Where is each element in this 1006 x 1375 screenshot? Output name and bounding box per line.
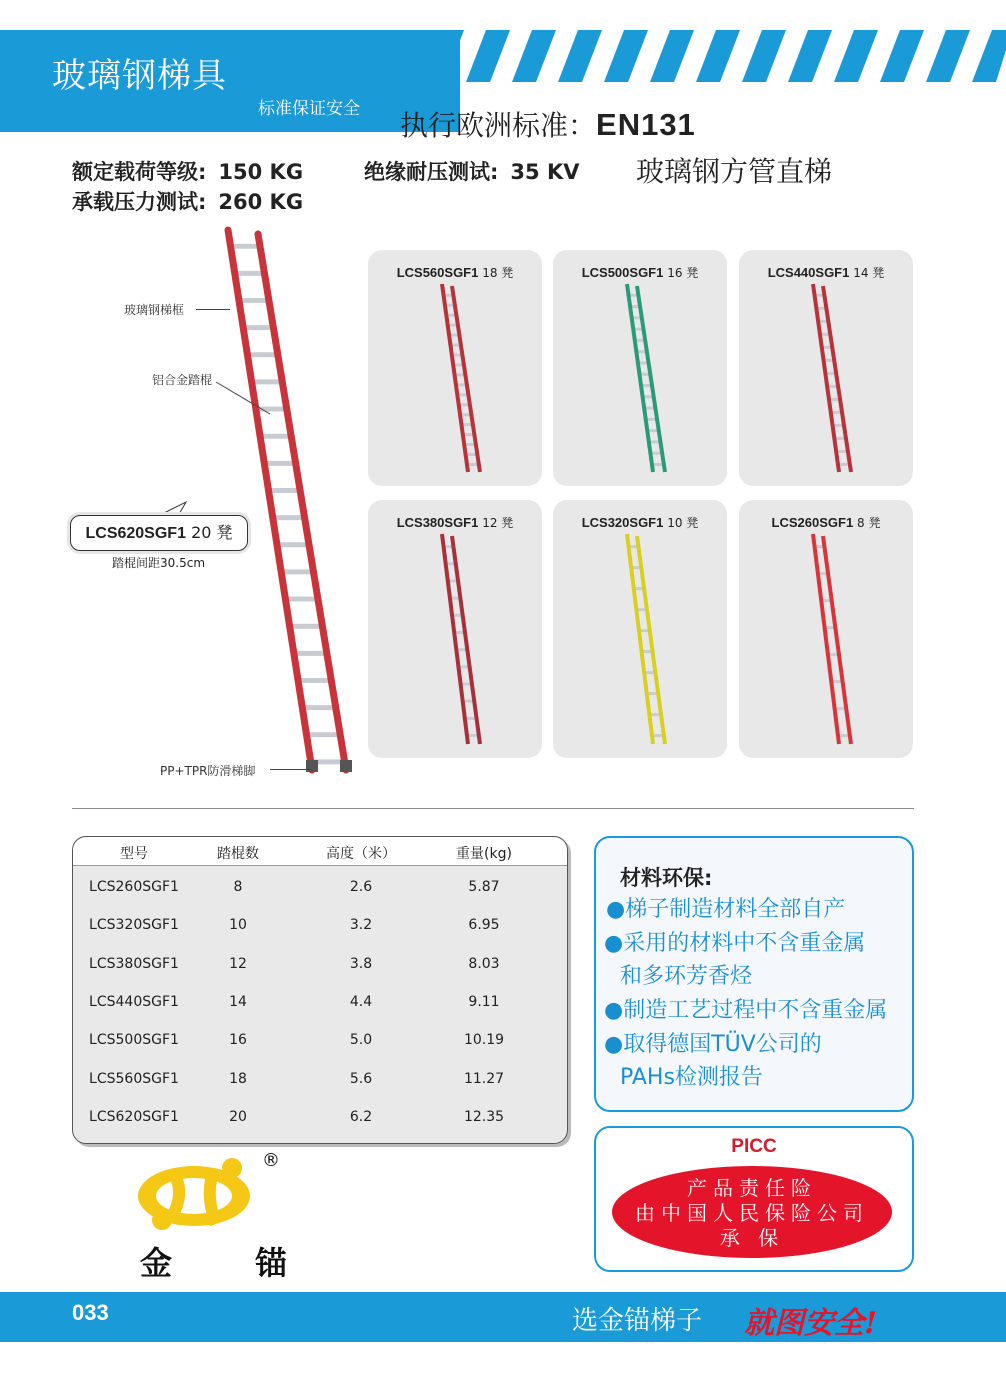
page-number: 033 [72, 1300, 109, 1325]
rung-spacing: 踏棍间距30.5cm [112, 556, 206, 570]
table-cell: LCS500SGF1 [89, 1032, 179, 1049]
spec-pressure-value: 260 KG [218, 190, 304, 214]
table-cell: 20 [229, 1108, 247, 1125]
eco-line: 和多环芳香烃 [620, 964, 753, 989]
card-ladder [368, 500, 542, 758]
picc-line: 产品责任险 [687, 1176, 817, 1200]
card-ladder [739, 250, 913, 486]
table-cell: LCS560SGF1 [89, 1070, 179, 1087]
table-header-cell: 重量(kg) [456, 846, 512, 862]
spec-insulation-value: 35 KV [510, 160, 580, 184]
footer-slogan-accent: 就图安全! [744, 1306, 878, 1341]
table-cell: 5.6 [349, 1070, 373, 1087]
card-steps: 14 凳 [853, 266, 885, 280]
table-cell: 18 [229, 1070, 247, 1087]
table-cell: 6.95 [468, 917, 500, 934]
table-cell: 9.11 [468, 993, 500, 1010]
picc-line: 承 保 [719, 1226, 785, 1250]
eco-title: 材料环保: [620, 866, 713, 890]
spec-insulation [364, 156, 579, 186]
table-cell: 10 [229, 917, 247, 934]
card-steps: 10 凳 [667, 516, 699, 530]
callout-frame-line [196, 309, 230, 310]
table-header-cell: 高度（米） [326, 846, 396, 862]
product-name: 玻璃钢方管直梯 [636, 155, 833, 188]
picc-title: PICC [731, 1136, 777, 1157]
main-ladder-illustration [200, 222, 370, 782]
table-cell: 4.4 [349, 993, 373, 1010]
standard-value: EN131 [596, 107, 696, 142]
card-steps: 8 凳 [857, 516, 881, 530]
table-cell: 2.6 [349, 879, 373, 895]
spec-table [72, 836, 568, 1144]
table-cell: LCS260SGF1 [89, 879, 179, 895]
callout-foot: PP+TPR防滑梯脚 [160, 764, 256, 778]
card-model: LCS260SGF1 [771, 515, 854, 530]
main-model: LCS620SGF1 [85, 525, 186, 542]
subtitle: 标准保证安全 [258, 99, 360, 119]
card-model: LCS380SGF1 [396, 515, 479, 530]
product-card [553, 500, 727, 758]
brand-name: 金 锚 [140, 1244, 324, 1282]
card-model: LCS320SGF1 [581, 515, 664, 530]
main-model-badge [70, 515, 248, 551]
table-cell: 6.2 [349, 1108, 373, 1125]
card-ladder [739, 500, 913, 758]
page-title: 玻璃钢梯具 [52, 56, 227, 96]
main-steps: 20 凳 [191, 523, 233, 542]
table-cell: 5.87 [468, 879, 500, 895]
card-ladder [553, 500, 727, 758]
eco-line: ●制造工艺过程中不含重金属 [604, 998, 888, 1023]
card-model: LCS440SGF1 [767, 265, 850, 280]
card-steps: 16 凳 [667, 266, 699, 280]
table-cell: 5.0 [349, 1032, 373, 1049]
table-cell: 11.27 [463, 1070, 505, 1087]
header-stripes [420, 30, 1006, 82]
table-cell: LCS320SGF1 [89, 917, 179, 934]
brand-logo-icon [134, 1150, 264, 1236]
product-card [553, 250, 727, 486]
spec-load [72, 156, 303, 186]
card-steps: 18 凳 [482, 266, 514, 280]
card-model: LCS560SGF1 [396, 265, 479, 280]
spec-load-value: 150 KG [218, 160, 304, 184]
table-cell: LCS620SGF1 [89, 1108, 179, 1125]
callout-rung-line [214, 380, 274, 420]
table-header-cell: 踏棍数 [217, 846, 259, 862]
standard-label: 执行欧洲标准： [400, 109, 597, 142]
callout-foot-line [270, 769, 312, 770]
product-card [368, 250, 542, 486]
table-header-cell: 型号 [120, 846, 148, 862]
table-cell: LCS380SGF1 [89, 955, 179, 972]
picc-line: 由中国人民保险公司 [635, 1201, 869, 1225]
registered-mark: ® [262, 1150, 280, 1171]
footer-slogan: 选金锚梯子 [572, 1306, 703, 1336]
spec-load-label: 额定载荷等级: [72, 160, 207, 184]
table-cell: 3.2 [349, 917, 373, 934]
callout-frame: 玻璃钢梯框 [124, 303, 185, 317]
table-cell: 12 [229, 955, 247, 972]
eco-line: ●采用的材料中不含重金属 [604, 931, 866, 956]
eco-line: PAHs检测报告 [620, 1065, 763, 1090]
card-ladder [368, 250, 542, 486]
card-model: LCS500SGF1 [581, 265, 664, 280]
product-card [739, 500, 913, 758]
table-cell: 8 [233, 879, 243, 895]
spec-pressure [72, 186, 303, 216]
standard-line [400, 104, 696, 144]
card-steps: 12 凳 [482, 516, 514, 530]
product-card [739, 250, 913, 486]
table-cell: 16 [229, 1032, 247, 1049]
table-cell: 3.8 [349, 955, 373, 972]
divider [72, 808, 914, 809]
table-cell: 12.35 [463, 1108, 505, 1125]
spec-pressure-label: 承载压力测试: [72, 190, 207, 214]
table-cell: 8.03 [468, 955, 500, 972]
card-ladder [553, 250, 727, 486]
eco-line: ●梯子制造材料全部自产 [606, 897, 846, 922]
table-cell: LCS440SGF1 [89, 993, 179, 1010]
spec-insulation-label: 绝缘耐压测试: [364, 160, 499, 184]
product-card [368, 500, 542, 758]
callout-rung: 铝合金踏棍 [152, 373, 213, 387]
eco-line: ●取得德国TÜV公司的 [604, 1032, 822, 1057]
table-cell: 14 [229, 993, 247, 1010]
table-cell: 10.19 [463, 1032, 505, 1049]
